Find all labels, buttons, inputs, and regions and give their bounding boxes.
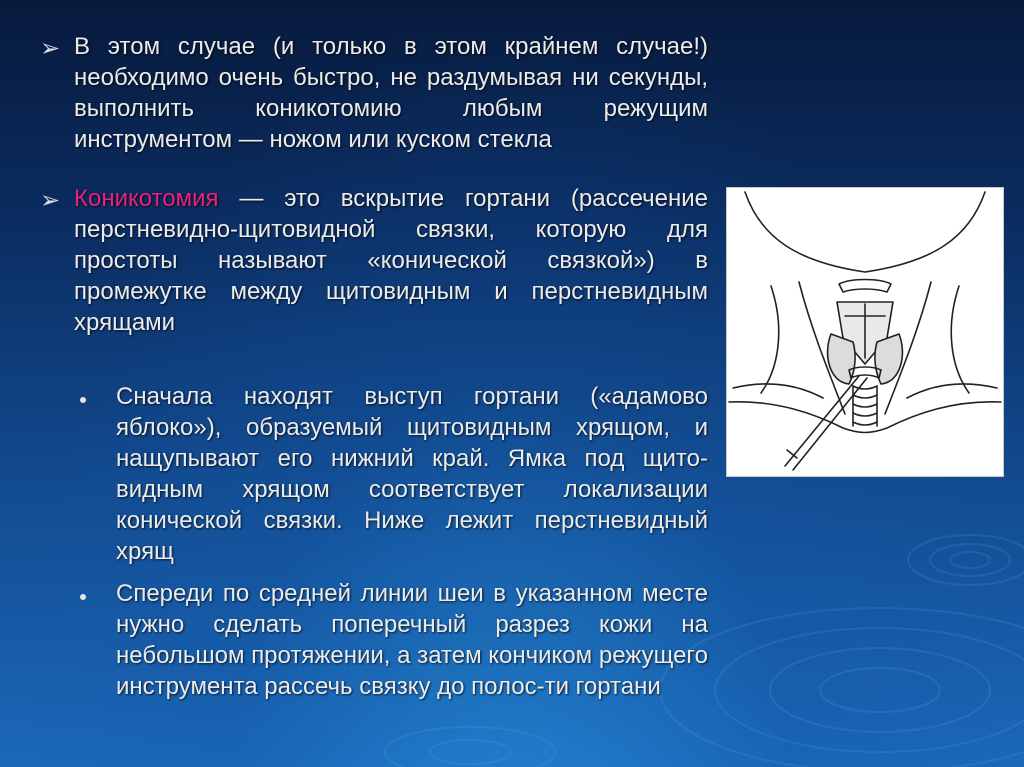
round-bullet-icon	[80, 594, 86, 600]
sub-bullet-text: Сначала находят выступ гортани («адамово яблоко»), образуемый щитовидным хрящом, и нащупывают его нижний край. Ямка под щито-видным хрящом соответствует локализации конической связки. Ниже лежит перстневидный хрящ	[116, 383, 708, 565]
arrow-bullet-icon: ➢	[40, 35, 61, 62]
definition-text: — это вскрытие гортани (рассечение перстневидно-щитовидной связки, которую для простоты называют «конической связкой») в промежутке между щитовидным и перстневидным хрящами	[74, 185, 708, 336]
definition-term: Коникотомия	[74, 185, 219, 212]
neck-illustration	[726, 187, 1004, 477]
round-bullet-icon	[80, 397, 86, 403]
intro-paragraph: В этом случае (и только в этом крайнем случае!) необходимо очень быстро, не раздумывая ни секунды, выполнить коникотомию любым режущим инструментом — ножом или куском стекла	[74, 33, 708, 153]
arrow-bullet-icon: ➢	[40, 187, 61, 214]
sub-bullet-text: Спереди по средней линии шеи в указанном месте нужно сделать поперечный разрез кожи на небольшом протяжении, а затем кончиком режущего инструмента рассечь связку до полос-ти гортани	[116, 580, 708, 700]
definition-paragraph	[74, 183, 708, 338]
neck-illustration-icon	[727, 188, 1003, 476]
